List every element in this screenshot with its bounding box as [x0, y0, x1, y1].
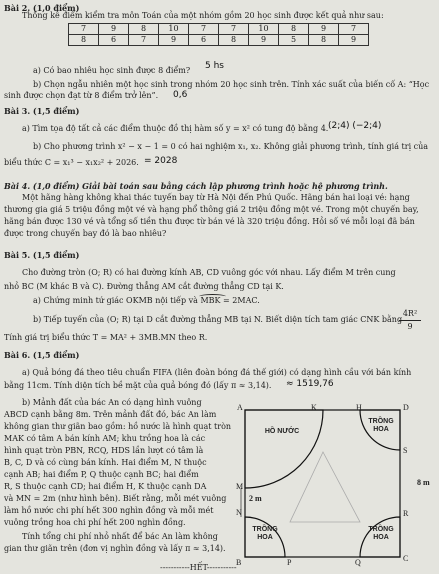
bai6-b-line: Tính tổng chi phí nhỏ nhất để bác An làm không — [22, 532, 218, 541]
bai6-question-a-line1: a) Quả bóng đá theo tiêu chuẩn FIFA (liên đoàn bóng đá thế giới) có dạng hình cầu với bán kính — [22, 368, 412, 377]
side-length: 8 m — [417, 478, 430, 487]
bai2-question-b-line2: sinh được chọn đạt từ 8 điểm trở lên”. — [4, 91, 159, 100]
bai6-b-line: B, C, D và có cùng bán kính. Hai điểm M, N thuộc — [4, 458, 207, 467]
handwritten-answer: (2;4) (−2;4) — [328, 121, 382, 131]
bai2-intro: Thống kê điểm kiểm tra môn Toán của một nhóm gồm 20 học sinh được kết quả như sau: — [22, 11, 384, 20]
bai4-heading: Bài 4. (1,0 điểm) Giải bài toán sau bằng cách lập phương trình hoặc hệ phương trình. — [4, 181, 388, 191]
bai3-question-b-line1: b) Cho phương trình x² − x − 1 = 0 có hai nghiệm x₁, x₂. Không giải phương trình, tính giá trị của — [33, 142, 429, 151]
handwritten-answer: 5 hs — [205, 61, 224, 71]
fraction-bar — [399, 320, 421, 321]
table-cell: 9 — [249, 35, 279, 46]
bai6-question-a-line2: bằng 11cm. Tính diện tích bề mặt của quả bóng đó (lấy π ≈ 3,14). — [4, 381, 272, 390]
bai6-b-line: không gian thư giãn bao gồm: hồ nước là hình quạt tròn — [4, 422, 232, 431]
bai6-b-line: hình quạt tròn PBN, RCQ, HDS lần lượt có tâm là — [4, 446, 204, 455]
point-s: S — [403, 446, 408, 455]
flower-label-b: TRỒNG HOA — [252, 526, 278, 541]
bai5-line: Cho đường tròn (O; R) có hai đường kính AB, CD vuông góc với nhau. Lấy điểm M trên cung — [22, 268, 396, 277]
bai4-line: thương gia giá 5 triệu đồng một vé và hạng phổ thông giá 2 triệu đồng một vé. Trong một chuyến bay, — [4, 205, 419, 214]
bai5-heading: Bài 5. (1,5 điểm) — [4, 250, 80, 260]
land-diagram — [235, 402, 435, 568]
point-k: K — [311, 403, 317, 412]
bai6-b-line: b) Mảnh đất của bác An có dạng hình vuông — [22, 398, 202, 407]
point-m: M — [236, 482, 244, 491]
bai3-heading: Bài 3. (1,5 điểm) — [4, 106, 80, 116]
point-h: H — [356, 403, 362, 412]
bai5-line: nhỏ BC (M khác B và C). Đường thẳng AM cắt đường thẳng CD tại K. — [4, 282, 284, 291]
bai5-question-b-line2: Tính giá trị biểu thức T = MA² + 3MB.MN theo R. — [4, 333, 208, 342]
table-cell: 10 — [159, 24, 189, 35]
table-cell: 9 — [99, 24, 129, 35]
point-q: Q — [355, 558, 361, 567]
bai6-b-line: làm hồ nước chi phí hết 300 nghìn đồng và mỗi mét — [4, 506, 214, 515]
table-cell: 8 — [69, 35, 99, 46]
point-a: A — [237, 403, 243, 412]
bai6-b-line: và MN = 2m (như hình bên). Biết rằng, mỗi mét vuông — [4, 494, 227, 503]
table-row — [69, 35, 369, 46]
bai5-question-a: a) Chứng minh tứ giác OKMB nội tiếp và MBK = 2MAC. — [33, 296, 260, 305]
table-cell: 7 — [219, 24, 249, 35]
table-cell: 7 — [69, 24, 99, 35]
bai2-question-a: a) Có bao nhiêu học sinh được 8 điểm? — [33, 66, 191, 75]
point-b: B — [236, 558, 242, 567]
table-cell: 8 — [219, 35, 249, 46]
score-table — [68, 23, 369, 46]
bai2-question-b-line1: b) Chọn ngẫu nhiên một học sinh trong nhóm 20 học sinh trên. Tính xác suất của biến cố A: “Học — [33, 80, 430, 89]
table-cell: 10 — [249, 24, 279, 35]
bai6-b-line: gian thư giãn trên (đơn vị nghìn đồng và lấy π ≈ 3,14). — [4, 544, 226, 553]
bai3-question-a: a) Tìm tọa độ tất cả các điểm thuộc đồ thị hàm số y = x² có tung độ bằng 4. — [22, 124, 329, 133]
bai6-heading: Bài 6. (1,5 điểm) — [4, 350, 80, 360]
bai4-line: Một hãng hàng không khai thác tuyến bay từ Hà Nội đến Phú Quốc. Hãng bán hai loại vé: hạng — [22, 193, 410, 202]
handwritten-answer: 0,6 — [173, 90, 188, 100]
table-cell: 8 — [309, 35, 339, 46]
fraction-denominator: 9 — [407, 322, 413, 331]
table-cell: 8 — [279, 24, 309, 35]
table-row — [69, 24, 369, 35]
handwritten-answer: ≈ 1519,76 — [286, 379, 334, 389]
point-p: P — [287, 558, 292, 567]
fraction-numerator: 4R² — [402, 309, 418, 318]
table-cell: 7 — [339, 24, 369, 35]
point-c: C — [403, 554, 409, 563]
point-d: D — [403, 403, 409, 412]
table-cell: 9 — [339, 35, 369, 46]
table-cell: 9 — [309, 24, 339, 35]
table-cell: 5 — [279, 35, 309, 46]
table-cell: 7 — [129, 35, 159, 46]
mn-length: 2 m — [249, 494, 262, 503]
bai6-b-line: R, S thuộc cạnh CD; hai điểm H, K thuộc cạnh DA — [4, 482, 207, 491]
table-cell: 6 — [189, 35, 219, 46]
bai3-question-b-line2: biểu thức C = x₁³ − x₁x₂² + 2026. — [4, 158, 139, 167]
table-cell: 6 — [99, 35, 129, 46]
table-cell: 9 — [159, 35, 189, 46]
land-figure — [235, 402, 435, 568]
end-marker: -----------HẾT----------- — [160, 563, 237, 572]
bai4-line: hãng bán được 130 vé và tổng số tiền thu được từ bán vé là 320 triệu đồng. Hỏi số vé mỗi loại đã bán — [4, 217, 415, 226]
flower-label-d: TRỒNG HOA — [368, 418, 394, 433]
bai6-b-line: ABCD cạnh bằng 8m. Trên mảnh đất đó, bác An làm — [4, 410, 217, 419]
bai2-heading: Bài 2. (1,0 điểm) — [4, 3, 80, 13]
point-n: N — [236, 508, 242, 517]
table-cell: 8 — [129, 24, 159, 35]
flower-label-c: TRỒNG HOA — [368, 526, 394, 541]
table-cell: 7 — [189, 24, 219, 35]
pond-label: HỒ NƯỚC — [264, 428, 300, 435]
angle-mark — [199, 294, 226, 299]
bai4-line: được trong chuyến bay đó là bao nhiêu? — [4, 229, 167, 238]
watermark-triangle — [290, 452, 360, 522]
point-r: R — [403, 509, 409, 518]
handwritten-answer: = 2028 — [144, 156, 178, 166]
bai6-b-line: cạnh AB; hai điểm P, Q thuộc cạnh BC; hai điểm — [4, 470, 199, 479]
bai6-b-line: MAK có tâm A bán kính AM; khu trồng hoa là các — [4, 434, 206, 443]
bai6-b-line: vuông trồng hoa chi phí hết 200 nghìn đồng. — [4, 518, 186, 527]
bai5-question-b-line1: b) Tiếp tuyến của (O; R) tại D cắt đường thẳng MB tại N. Biết diện tích tam giác CNK bằng — [33, 315, 403, 324]
